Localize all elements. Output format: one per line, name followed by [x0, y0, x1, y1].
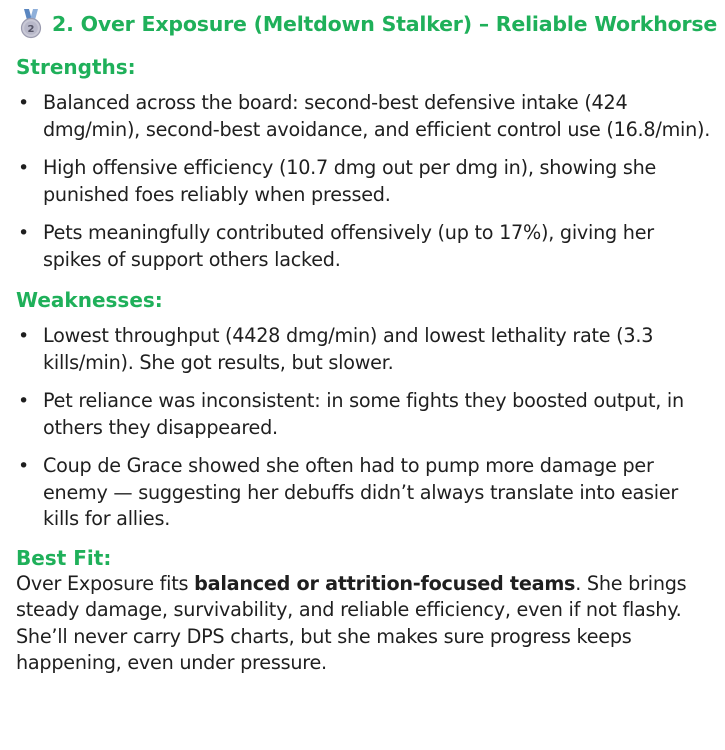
list-item-text: Lowest throughput (4428 dmg/min) and lowest lethality rate (3.3 kills/min). She got results, but slower. [43, 324, 654, 374]
list-item [16, 323, 711, 376]
strengths-heading: Strengths: [16, 55, 136, 79]
list-item [16, 220, 711, 273]
best-fit-text-end: . She brings steady damage, survivability, and reliable efficiency, even if not flashy. She’ll never carry DPS charts, but she makes sure progress keeps happening, even under pressure. [16, 571, 687, 674]
list-item [16, 155, 711, 208]
title-row [18, 6, 718, 42]
bullet-icon: • [18, 390, 29, 412]
page-title: 2. Over Exposure (Meltdown Stalker) – Reliable Workhorse [52, 12, 718, 36]
list-item-text: Balanced across the board: second-best defensive intake (424 dmg/min), second-best avoidance, and efficient control use (16.8/min). [43, 91, 711, 141]
second-place-medal-icon [18, 9, 44, 39]
bullet-icon: • [18, 455, 29, 477]
bullet-icon: • [18, 92, 29, 114]
bullet-icon: • [18, 222, 29, 244]
best-fit-text-start: Over Exposure fits [16, 571, 195, 595]
list-item [16, 388, 711, 441]
list-item-text: Pets meaningfully contributed offensively (up to 17%), giving her spikes of support others lacked. [43, 221, 654, 271]
list-item-text: Pet reliance was inconsistent: in some fights they boosted output, in others they disappeared. [43, 389, 684, 439]
list-item [16, 453, 711, 533]
list-item-text: High offensive efficiency (10.7 dmg out per dmg in), showing she punished foes reliably when pressed. [43, 156, 657, 206]
list-item [16, 90, 711, 143]
weaknesses-heading: Weaknesses: [16, 288, 163, 312]
bullet-icon: • [18, 157, 29, 179]
best-fit-paragraph [16, 571, 711, 677]
strengths-list [16, 90, 711, 273]
best-fit-heading: Best Fit: [16, 545, 112, 570]
medal-number: 2 [27, 24, 35, 35]
list-item-text: Coup de Grace showed she often had to pump more damage per enemy — suggesting her debuffs didn’t always translate into easier kills for allies. [43, 454, 679, 530]
bullet-icon: • [18, 325, 29, 347]
best-fit-emphasis: balanced or attrition-focused teams [194, 571, 576, 595]
weaknesses-list [16, 323, 711, 533]
